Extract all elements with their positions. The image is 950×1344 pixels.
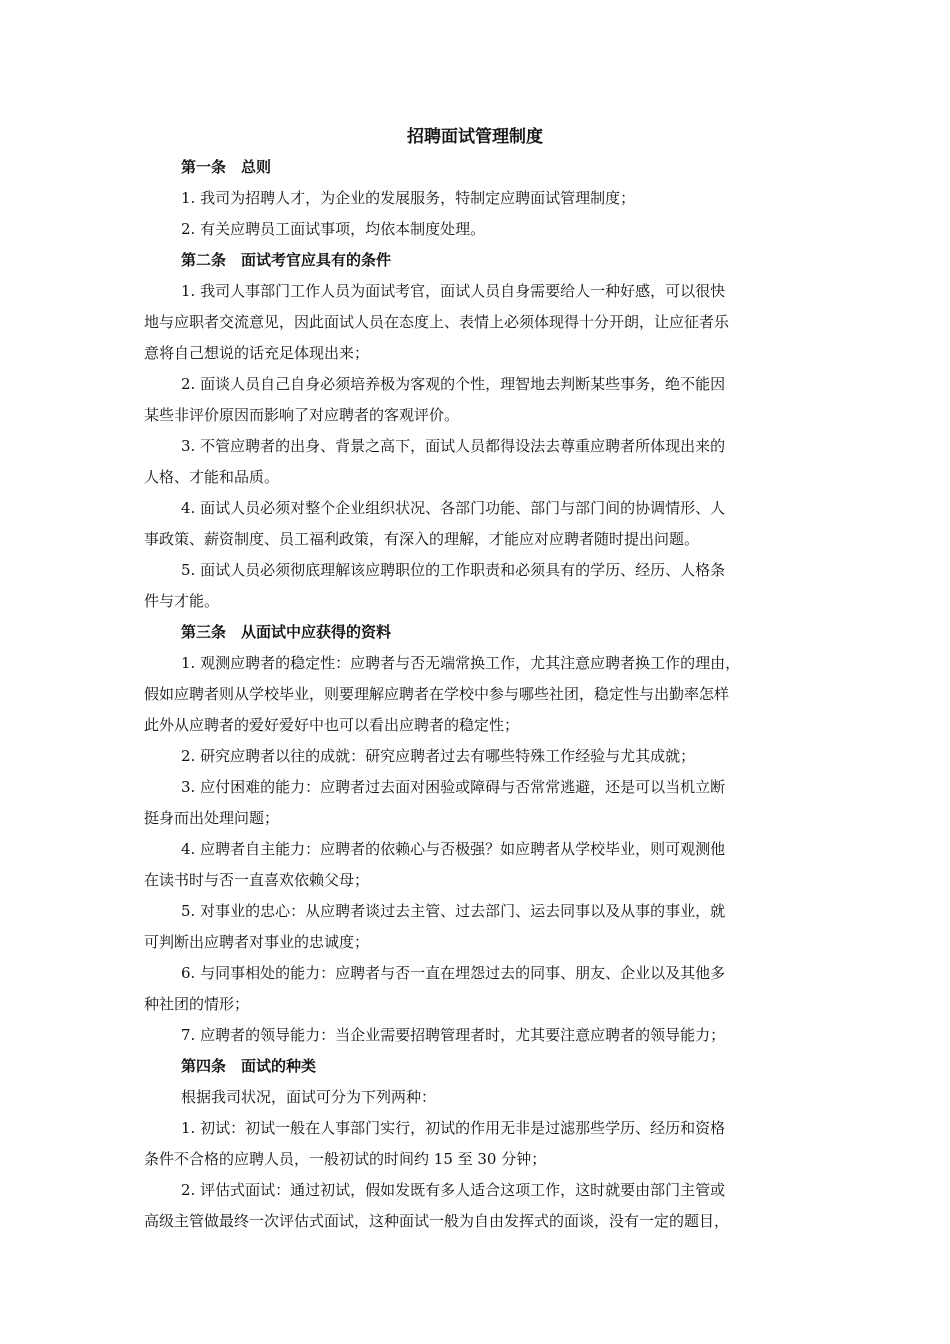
paragraph-line: 根据我司状况，面试可分为下列两种： (181, 1088, 437, 1106)
section-heading: 第三条 从面试中应获得的资料 (181, 623, 392, 641)
section-heading: 第一条 总则 (181, 158, 272, 176)
paragraph-line: 件与才能。 (144, 592, 220, 610)
paragraph-line: 3. 应付困难的能力：应聘者过去面对困验或障碍与否常常逃避，还是可以当机立断 (181, 778, 726, 796)
paragraph-line: 事政策、薪资制度、员工福利政策，有深入的理解，才能应对应聘者随时提出问题。 (144, 530, 700, 548)
paragraph-line: 2. 面谈人员自己自身必须培养极为客观的个性，理智地去判断某些事务，绝不能因 (181, 375, 726, 393)
section-heading: 第二条 面试考官应具有的条件 (181, 251, 392, 269)
paragraph-line: 意将自己想说的话充足体现出来； (144, 344, 370, 362)
paragraph-line: 2. 有关应聘员工面试事项，均依本制度处理。 (181, 220, 486, 238)
paragraph-line: 5. 面试人员必须彻底理解该应聘职位的工作职责和必须具有的学历、经历、人格条 (181, 561, 726, 579)
paragraph-line: 地与应职者交流意见，因此面试人员在态度上、表情上必须体现得十分开朗，让应征者乐 (144, 313, 730, 331)
paragraph-line: 4. 应聘者自主能力：应聘者的依赖心与否极强？如应聘者从学校毕业，则可观测他 (181, 840, 726, 858)
document-body (144, 152, 808, 1237)
paragraph-line: 1. 我司为招聘人才，为企业的发展服务，特制定应聘面试管理制度； (181, 189, 636, 207)
paragraph-line: 6. 与同事相处的能力：应聘者与否一直在埋怨过去的同事、朋友、企业以及其他多 (181, 964, 726, 982)
paragraph-line: 在读书时与否一直喜欢依赖父母； (144, 871, 370, 889)
section-heading: 第四条 面试的种类 (181, 1057, 317, 1075)
paragraph-line: 此外从应聘者的爱好爱好中也可以看出应聘者的稳定性； (144, 716, 520, 734)
paragraph-line: 7. 应聘者的领导能力：当企业需要招聘管理者时，尤其要注意应聘者的领导能力； (181, 1026, 726, 1044)
paragraph-line: 2. 研究应聘者以往的成就：研究应聘者过去有哪些特殊工作经验与尤其成就； (181, 747, 696, 765)
paragraph-line: 3. 不管应聘者的出身、背景之高下，面试人员都得设法去尊重应聘者所体现出来的 (181, 437, 726, 455)
paragraph-line: 4. 面试人员必须对整个企业组织状况、各部门功能、部门与部门间的协调情形、人 (181, 499, 726, 517)
paragraph-line: 人格、才能和品质。 (144, 468, 280, 486)
paragraph-line: 1. 观测应聘者的稳定性：应聘者与否无端常换工作，尤其注意应聘者换工作的理由， (181, 654, 741, 672)
paragraph-line: 1. 我司人事部门工作人员为面试考官，面试人员自身需要给人一种好感，可以很快 (181, 282, 726, 300)
paragraph-line: 某些非评价原因而影响了对应聘者的客观评价。 (144, 406, 460, 424)
document-title: 招聘面试管理制度 (407, 127, 543, 147)
paragraph-line: 可判断出应聘者对事业的忠诚度； (144, 933, 370, 951)
paragraph-line: 条件不合格的应聘人员，一般初试的时间约 15 至 30 分钟； (144, 1150, 547, 1168)
paragraph-line: 挺身而出处理问题； (144, 809, 280, 827)
paragraph-line: 2. 评估式面试：通过初试，假如发既有多人适合这项工作，这时就要由部门主管或 (181, 1181, 726, 1199)
paragraph-line: 种社团的情形； (144, 995, 250, 1013)
paragraph-line: 1. 初试：初试一般在人事部门实行，初试的作用无非是过滤那些学历、经历和资格 (181, 1119, 726, 1137)
paragraph-line: 高级主管做最终一次评估式面试，这种面试一般为自由发挥式的面谈，没有一定的题目， (144, 1212, 730, 1230)
paragraph-line: 5. 对事业的忠心：从应聘者谈过去主管、过去部门、运去同事以及从事的事业，就 (181, 902, 726, 920)
paragraph-line: 假如应聘者则从学校毕业，则要理解应聘者在学校中参与哪些社团，稳定性与出勤率怎样 (144, 685, 730, 703)
